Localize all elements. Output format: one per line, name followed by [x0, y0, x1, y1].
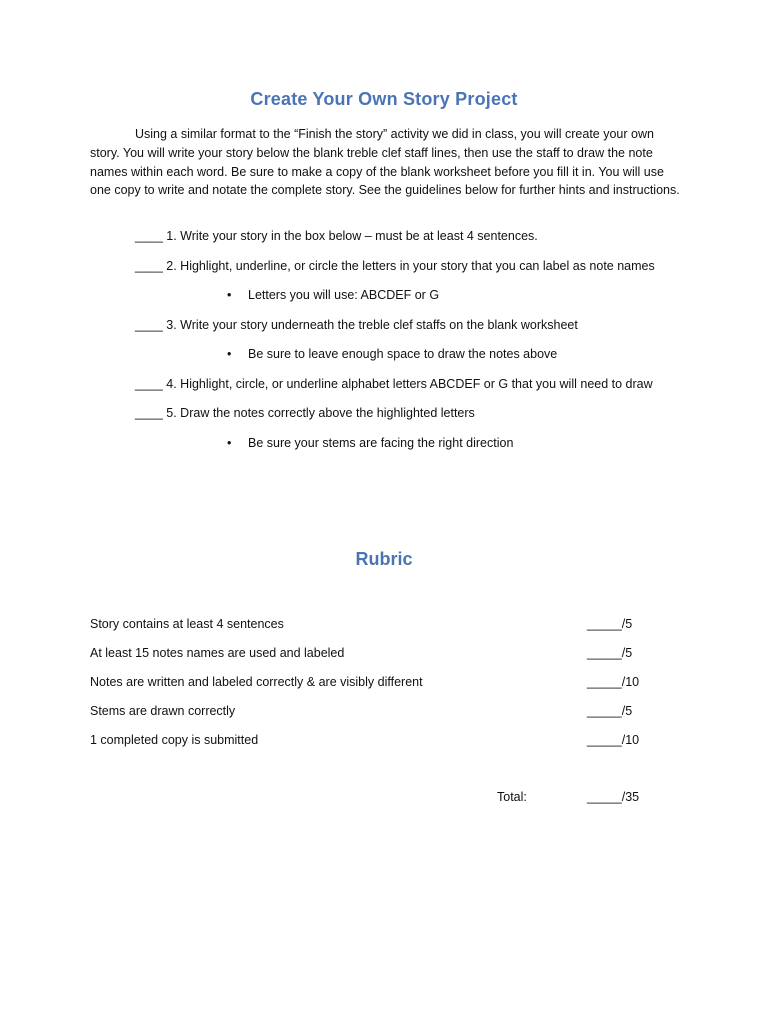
rubric-row	[90, 675, 690, 693]
rubric-title: Rubric	[355, 549, 413, 569]
rubric-criterion: At least 15 notes names are used and labeled	[90, 646, 345, 660]
rubric-row	[90, 617, 690, 635]
bullet-icon: •	[227, 347, 232, 361]
step-5-bullet	[227, 436, 513, 450]
step-5-bullet-text: Be sure your stems are facing the right direction	[248, 436, 514, 450]
rubric-score: _____/5	[587, 704, 633, 718]
step-5: ____ 5. Draw the notes correctly above the highlighted letters	[135, 406, 475, 420]
rubric-row	[90, 704, 690, 722]
intro-paragraph: Using a similar format to the “Finish the story” activity we did in class, you will create your own story. You will write your story below the blank treble clef staff lines, then use the staff to draw the note names within each word. Be sure to make a copy of the blank worksheet before you fill it in. You will use one copy to write and notate the complete story. See the guidelines below for further hints and instructions.	[90, 127, 680, 198]
step-4: ____ 4. Highlight, circle, or underline alphabet letters ABCDEF or G that you will need to draw	[135, 377, 653, 391]
rubric-criterion: Story contains at least 4 sentences	[90, 617, 284, 631]
total-label: Total:	[497, 790, 527, 804]
step-3-bullet	[227, 347, 557, 361]
rubric-score: _____/10	[587, 733, 640, 747]
step-1: ____ 1. Write your story in the box below – must be at least 4 sentences.	[135, 229, 538, 243]
page-title: Create Your Own Story Project	[250, 89, 518, 109]
rubric-criterion: Notes are written and labeled correctly & are visibly different	[90, 675, 423, 689]
rubric-score: _____/10	[587, 675, 640, 689]
bullet-icon: •	[227, 288, 232, 302]
rubric-score: _____/5	[587, 617, 633, 631]
total-score: _____/35	[587, 790, 640, 804]
bullet-icon: •	[227, 436, 232, 450]
rubric-criterion: 1 completed copy is submitted	[90, 733, 259, 747]
rubric-criterion: Stems are drawn correctly	[90, 704, 236, 718]
step-2-bullet	[227, 288, 439, 302]
rubric-score: _____/5	[587, 646, 633, 660]
rubric-row	[90, 646, 690, 664]
step-3: ____ 3. Write your story underneath the treble clef staffs on the blank worksheet	[135, 318, 578, 332]
rubric-row	[90, 733, 690, 751]
step-2-bullet-text: Letters you will use: ABCDEF or G	[248, 288, 440, 302]
step-2: ____ 2. Highlight, underline, or circle the letters in your story that you can label as note names	[135, 259, 655, 273]
step-3-bullet-text: Be sure to leave enough space to draw the notes above	[248, 347, 558, 361]
